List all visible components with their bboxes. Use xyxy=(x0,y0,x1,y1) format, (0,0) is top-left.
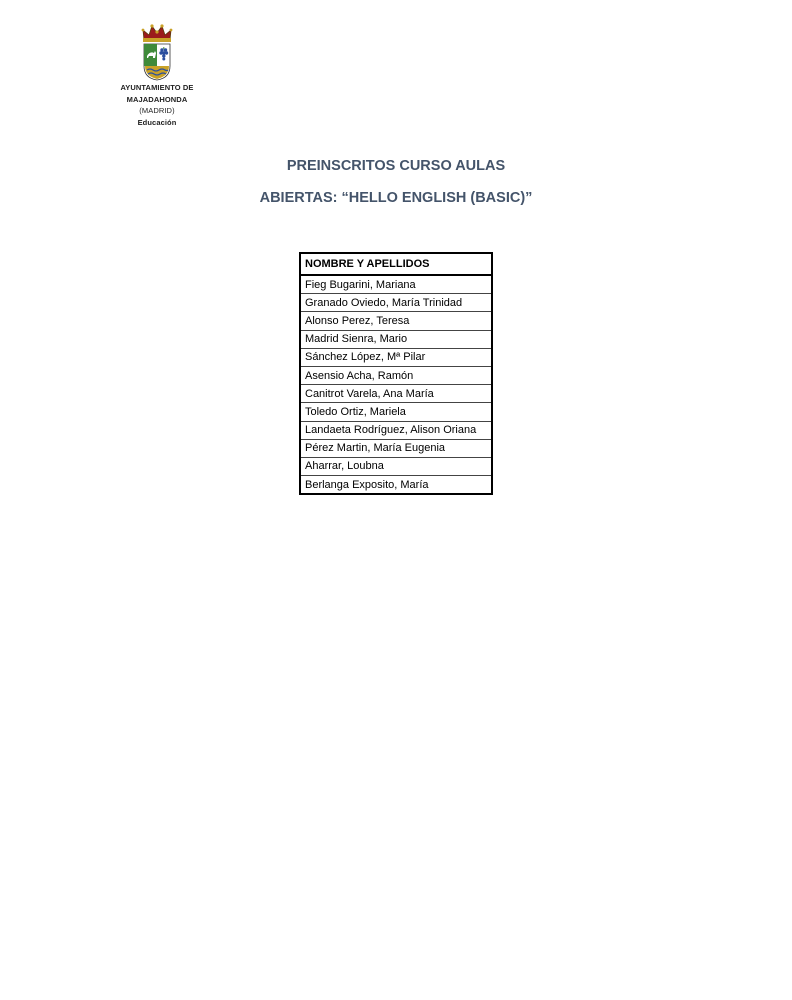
table-row xyxy=(300,403,492,421)
name-cell: Sánchez López, Mª Pilar xyxy=(300,348,492,366)
name-cell: Madrid Sienra, Mario xyxy=(300,330,492,348)
table-row xyxy=(300,294,492,312)
table-row xyxy=(300,457,492,475)
table-row xyxy=(300,330,492,348)
org-city-line: MAJADAHONDA xyxy=(126,94,188,104)
name-cell: Asensio Acha, Ramón xyxy=(300,366,492,384)
column-header-name: NOMBRE Y APELLIDOS xyxy=(300,253,492,275)
name-cell: Fieg Bugarini, Mariana xyxy=(300,275,492,294)
document-title-line-2: ABIERTAS: “HELLO ENGLISH (BASIC)” xyxy=(259,190,533,206)
table-row xyxy=(300,421,492,439)
coat-of-arms-icon xyxy=(139,20,175,82)
table-row xyxy=(300,439,492,457)
name-cell: Pérez Martin, María Eugenia xyxy=(300,439,492,457)
table-row xyxy=(300,366,492,384)
preregistration-table xyxy=(299,252,493,495)
table-row xyxy=(300,476,492,495)
table-row xyxy=(300,385,492,403)
name-cell: Granado Oviedo, María Trinidad xyxy=(300,294,492,312)
name-cell: Toledo Ortiz, Mariela xyxy=(300,403,492,421)
org-name-line: AYUNTAMIENTO DE xyxy=(120,83,194,92)
table-row xyxy=(300,348,492,366)
name-cell: Berlanga Exposito, María xyxy=(300,476,492,495)
document-title-line-1: PREINSCRITOS CURSO AULAS xyxy=(286,158,506,174)
org-region-line: (MADRID) xyxy=(139,106,175,115)
name-cell: Alonso Perez, Teresa xyxy=(300,312,492,330)
name-cell: Landaeta Rodríguez, Alison Oriana xyxy=(300,421,492,439)
table-row xyxy=(300,312,492,330)
name-cell: Aharrar, Loubna xyxy=(300,457,492,475)
table-row xyxy=(300,275,492,294)
org-department-line: Educación xyxy=(137,117,177,127)
table-header-row xyxy=(300,253,492,275)
municipal-header xyxy=(108,20,206,128)
name-cell: Canitrot Varela, Ana María xyxy=(300,385,492,403)
